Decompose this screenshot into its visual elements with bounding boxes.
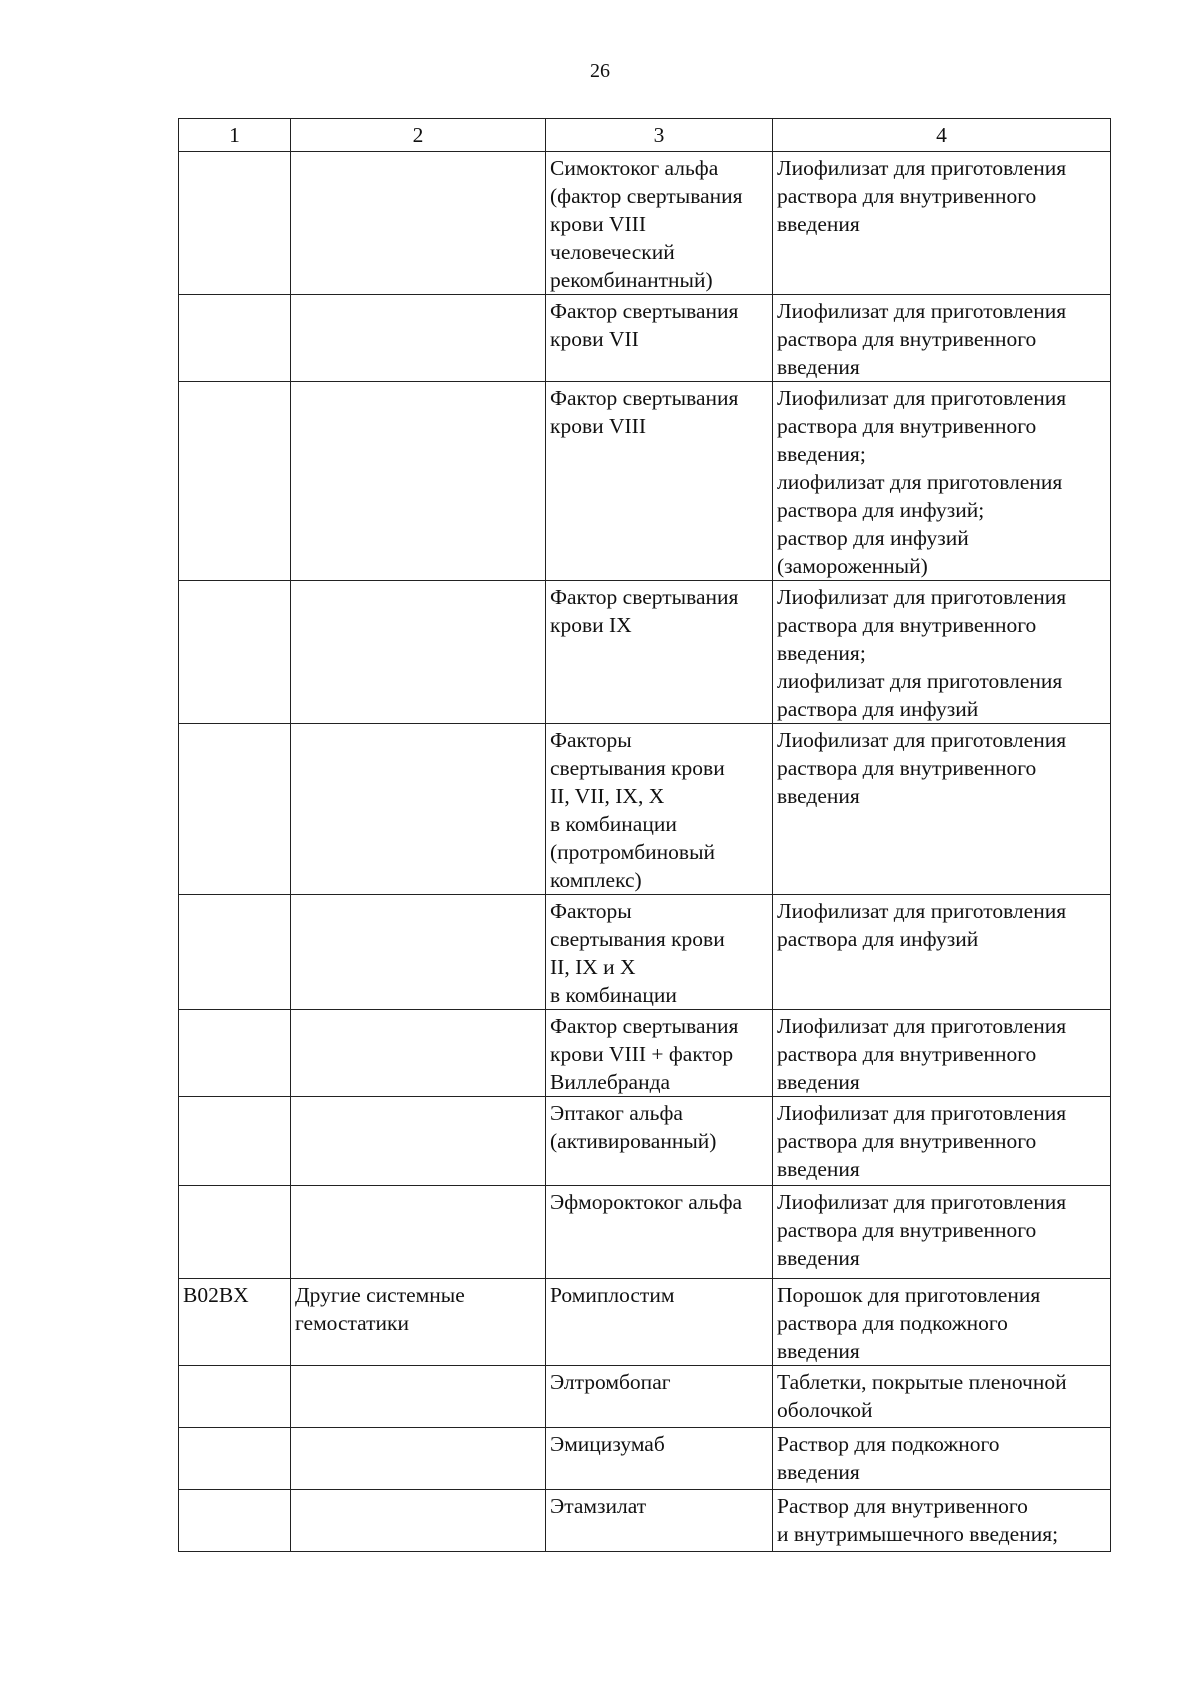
table-row — [179, 1490, 1111, 1552]
drug-table — [178, 118, 1111, 1552]
atc-code-cell — [179, 152, 291, 295]
substance-cell: Факторы свертывания крови II, IX и X в комбинации — [546, 895, 773, 1010]
table-header-row — [179, 119, 1111, 152]
table-row — [179, 1428, 1111, 1490]
substance-cell: Фактор свертывания крови VIII — [546, 382, 773, 581]
atc-code-cell — [179, 382, 291, 581]
table-row — [179, 895, 1111, 1010]
table-row — [179, 382, 1111, 581]
atc-code-cell — [179, 724, 291, 895]
group-cell — [291, 1490, 546, 1552]
table-row — [179, 295, 1111, 382]
group-cell — [291, 382, 546, 581]
substance-cell: Симоктоког альфа (фактор свертывания крови VIII человеческий рекомбинантный) — [546, 152, 773, 295]
substance-cell: Фактор свертывания крови VIII + фактор Виллебранда — [546, 1010, 773, 1097]
dosage-form-cell: Лиофилизат для приготовления раствора для внутривенного введения — [773, 152, 1111, 295]
page-number: 26 — [590, 60, 610, 82]
substance-cell: Эмицизумаб — [546, 1428, 773, 1490]
group-cell — [291, 581, 546, 724]
column-header-3: 3 — [546, 119, 773, 152]
dosage-form-cell: Лиофилизат для приготовления раствора для внутривенного введения — [773, 1010, 1111, 1097]
group-cell — [291, 295, 546, 382]
dosage-form-cell: Таблетки, покрытые пленочной оболочкой — [773, 1366, 1111, 1428]
dosage-form-cell: Лиофилизат для приготовления раствора для внутривенного введения — [773, 1097, 1111, 1186]
dosage-form-cell: Лиофилизат для приготовления раствора для внутривенного введения — [773, 724, 1111, 895]
dosage-form-cell: Раствор для внутривенного и внутримышечного введения; — [773, 1490, 1111, 1552]
substance-cell: Эптаког альфа (активированный) — [546, 1097, 773, 1186]
atc-code-cell — [179, 1186, 291, 1279]
dosage-form-cell: Порошок для приготовления раствора для подкожного введения — [773, 1279, 1111, 1366]
atc-code-cell — [179, 895, 291, 1010]
table-row — [179, 581, 1111, 724]
table-row — [179, 1010, 1111, 1097]
atc-code-cell: B02BX — [179, 1279, 291, 1366]
group-cell — [291, 1366, 546, 1428]
dosage-form-cell: Лиофилизат для приготовления раствора для внутривенного введения — [773, 295, 1111, 382]
group-cell: Другие системные гемостатики — [291, 1279, 546, 1366]
group-cell — [291, 724, 546, 895]
atc-code-cell — [179, 1428, 291, 1490]
dosage-form-cell: Лиофилизат для приготовления раствора для внутривенного введения — [773, 1186, 1111, 1279]
table-row — [179, 152, 1111, 295]
atc-code-cell — [179, 1010, 291, 1097]
group-cell — [291, 152, 546, 295]
substance-cell: Элтромбопаг — [546, 1366, 773, 1428]
group-cell — [291, 895, 546, 1010]
atc-code-cell — [179, 1490, 291, 1552]
table-row — [179, 1186, 1111, 1279]
atc-code-cell — [179, 1097, 291, 1186]
substance-cell: Ромиплостим — [546, 1279, 773, 1366]
dosage-form-cell: Раствор для подкожного введения — [773, 1428, 1111, 1490]
group-cell — [291, 1010, 546, 1097]
substance-cell: Эфмороктоког альфа — [546, 1186, 773, 1279]
atc-code-cell — [179, 295, 291, 382]
column-header-2: 2 — [291, 119, 546, 152]
dosage-form-cell: Лиофилизат для приготовления раствора для внутривенного введения; лиофилизат для приготовления раствора для инфузий; раствор для инфузий (замороженный) — [773, 382, 1111, 581]
group-cell — [291, 1186, 546, 1279]
substance-cell: Факторы свертывания крови II, VII, IX, X в комбинации (протромбиновый комплекс) — [546, 724, 773, 895]
column-header-4: 4 — [773, 119, 1111, 152]
substance-cell: Фактор свертывания крови VII — [546, 295, 773, 382]
dosage-form-cell: Лиофилизат для приготовления раствора для инфузий — [773, 895, 1111, 1010]
atc-code-cell — [179, 1366, 291, 1428]
group-cell — [291, 1428, 546, 1490]
group-cell — [291, 1097, 546, 1186]
table-row — [179, 1279, 1111, 1366]
table-row — [179, 1366, 1111, 1428]
atc-code-cell — [179, 581, 291, 724]
column-header-1: 1 — [179, 119, 291, 152]
substance-cell: Этамзилат — [546, 1490, 773, 1552]
substance-cell: Фактор свертывания крови IX — [546, 581, 773, 724]
table-row — [179, 724, 1111, 895]
table-row — [179, 1097, 1111, 1186]
dosage-form-cell: Лиофилизат для приготовления раствора для внутривенного введения; лиофилизат для приготовления раствора для инфузий — [773, 581, 1111, 724]
